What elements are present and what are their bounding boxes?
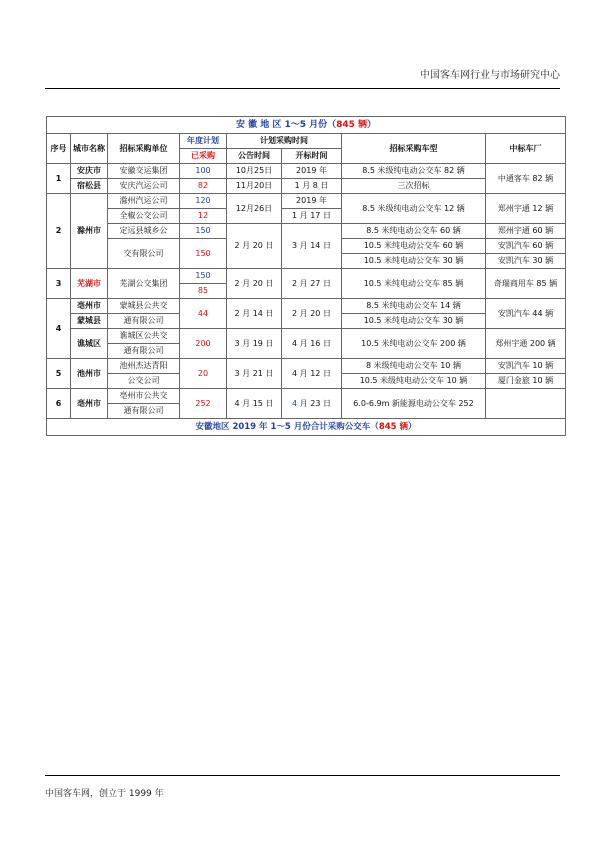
row-winner bbox=[486, 389, 566, 419]
row-plan: 150 bbox=[180, 269, 227, 284]
row-winner: 郑州宇通 200 辆 bbox=[486, 329, 566, 359]
row-bid: 4 月 23 日 bbox=[282, 389, 342, 419]
row-seq: 3 bbox=[47, 269, 71, 299]
row-type: 10.5 米纯电动公交车 85 辆 bbox=[342, 269, 486, 299]
row-type: 8.5 米纯电动公交车 14 辆 bbox=[342, 299, 486, 314]
header-city: 城市名称 bbox=[71, 134, 108, 164]
row-seq: 2 bbox=[47, 194, 71, 269]
row-city: 滁州市 bbox=[71, 194, 108, 269]
row-winner: 厦门金旅 10 辆 bbox=[486, 374, 566, 389]
row-plan: 150 bbox=[180, 224, 227, 239]
header-purchased: 已采购 bbox=[180, 149, 227, 164]
row-announce: 2 月 20 日 bbox=[227, 269, 282, 299]
row-bid: 1 月 17 日 bbox=[282, 209, 342, 224]
row-type: 8.5 米纯电动公交车 60 辆 bbox=[342, 224, 486, 239]
row-plan: 120 bbox=[180, 194, 227, 209]
footer-text: 中国客车网，创立于 1999 年 bbox=[45, 789, 164, 799]
row-type: 10.5 米级纯电动公交车 10 辆 bbox=[342, 374, 486, 389]
row-city: 谯城区 bbox=[71, 329, 108, 359]
row-winner: 安凯汽车 44 辆 bbox=[486, 299, 566, 329]
row-city: 宿松县 bbox=[71, 179, 108, 194]
row-type: 10.5 米纯电动公交车 200 辆 bbox=[342, 329, 486, 359]
header-vehicle-type: 招标采购车型 bbox=[342, 134, 486, 164]
header-unit: 招标采购单位 bbox=[108, 134, 180, 164]
row-purchased: 82 bbox=[180, 179, 227, 194]
row-unit: 通有限公司 bbox=[108, 344, 180, 359]
row-seq: 5 bbox=[47, 359, 71, 389]
row-bid: 2019 年 bbox=[282, 164, 342, 179]
row-unit: 芜湖公交集团 bbox=[108, 269, 180, 299]
row-bid: 2 月 20 日 bbox=[282, 299, 342, 329]
table-row bbox=[47, 224, 566, 239]
row-unit: 谯城区公共交 bbox=[108, 329, 180, 344]
row-unit: 全椒公交公司 bbox=[108, 209, 180, 224]
row-purchased: 44 bbox=[180, 299, 227, 329]
row-announce: 12月26日 bbox=[227, 194, 282, 224]
row-bid: 3 月 14 日 bbox=[282, 224, 342, 269]
row-winner: 安凯汽车 60 辆 bbox=[486, 239, 566, 254]
row-winner: 郑州宇通 60 辆 bbox=[486, 224, 566, 239]
row-unit: 通有限公司 bbox=[108, 314, 180, 329]
row-announce: 2 月 14 日 bbox=[227, 299, 282, 329]
row-plan: 100 bbox=[180, 164, 227, 179]
row-announce: 2 月 20 日 bbox=[227, 224, 282, 269]
row-seq: 4 bbox=[47, 299, 71, 359]
row-unit: 通有限公司 bbox=[108, 404, 180, 419]
row-announce: 3 月 19 日 bbox=[227, 329, 282, 359]
row-unit: 交有限公司 bbox=[108, 239, 180, 269]
row-announce: 3 月 21 日 bbox=[227, 359, 282, 389]
row-seq: 1 bbox=[47, 164, 71, 194]
row-unit: 滁州汽运公司 bbox=[108, 194, 180, 209]
row-purchased: 150 bbox=[180, 239, 227, 269]
header-rule bbox=[45, 88, 560, 89]
row-type: 10.5 米纯电动公交车 30 辆 bbox=[342, 254, 486, 269]
table-row bbox=[47, 269, 566, 284]
row-purchased: 20 bbox=[180, 359, 227, 389]
row-city: 池州市 bbox=[71, 359, 108, 389]
row-seq: 6 bbox=[47, 389, 71, 419]
row-purchased: 12 bbox=[180, 209, 227, 224]
row-winner: 安凯汽车 10 辆 bbox=[486, 359, 566, 374]
summary-row: 安徽地区 2019 年 1～5 月份合计采购公交车（845 辆） bbox=[47, 419, 566, 436]
row-winner: 安凯汽车 30 辆 bbox=[486, 254, 566, 269]
header-seq: 序号 bbox=[47, 134, 71, 164]
header-announce-time: 公告时间 bbox=[227, 149, 282, 164]
row-purchased: 252 bbox=[180, 389, 227, 419]
row-purchased: 200 bbox=[180, 329, 227, 359]
row-type: 8 米级纯电动公交车 10 辆 bbox=[342, 359, 486, 374]
row-bid: 4 月 12 日 bbox=[282, 359, 342, 389]
table-row bbox=[47, 389, 566, 404]
row-type: 10.5 米纯电动公交车 30 辆 bbox=[342, 314, 486, 329]
header-winner: 中标车厂 bbox=[486, 134, 566, 164]
row-type: 8.5 米级纯电动公交车 12 辆 bbox=[342, 194, 486, 224]
table-row bbox=[47, 194, 566, 209]
row-bid: 1 月 8 日 bbox=[282, 179, 342, 194]
row-bid: 2 月 27 日 bbox=[282, 269, 342, 299]
header-row bbox=[47, 134, 566, 149]
row-announce: 10月25日 bbox=[227, 164, 282, 179]
row-type: 三次招标 bbox=[342, 179, 486, 194]
table-row bbox=[47, 359, 566, 374]
header-bid-time: 开标时间 bbox=[282, 149, 342, 164]
row-unit: 池州杰达青阳 bbox=[108, 359, 180, 374]
row-announce: 11月20日 bbox=[227, 179, 282, 194]
row-type: 10.5 米纯电动公交车 60 辆 bbox=[342, 239, 486, 254]
row-winner: 郑州宇通 12 辆 bbox=[486, 194, 566, 224]
table-row bbox=[47, 329, 566, 344]
header-annual-plan: 年度计划 bbox=[180, 134, 227, 149]
row-bid: 2019 年 bbox=[282, 194, 342, 209]
row-city: 亳州市 bbox=[71, 299, 108, 314]
table-row bbox=[47, 164, 566, 179]
row-city: 安庆市 bbox=[71, 164, 108, 179]
row-unit: 亳州市公共交 bbox=[108, 389, 180, 404]
row-city: 芜湖市 bbox=[71, 269, 108, 299]
table-row bbox=[47, 299, 566, 314]
row-city: 蒙城县 bbox=[71, 314, 108, 329]
row-unit: 蒙城县公共交 bbox=[108, 299, 180, 314]
row-unit: 安庆汽运公司 bbox=[108, 179, 180, 194]
row-type: 8.5 米级纯电动公交车 82 辆 bbox=[342, 164, 486, 179]
row-purchased: 85 bbox=[180, 284, 227, 299]
row-city: 亳州市 bbox=[71, 389, 108, 419]
row-announce: 4 月 15 日 bbox=[227, 389, 282, 419]
procurement-table bbox=[46, 116, 566, 436]
row-winner: 奇瑞商用车 85 辆 bbox=[486, 269, 566, 299]
row-unit: 定远县城乡公 bbox=[108, 224, 180, 239]
row-type: 6.0-6.9m 新能源电动公交车 252 bbox=[342, 389, 486, 419]
row-unit: 安徽交运集团 bbox=[108, 164, 180, 179]
header-plan-time: 计划采购时间 bbox=[227, 134, 342, 149]
row-bid: 4 月 16 日 bbox=[282, 329, 342, 359]
row-winner: 中通客车 82 辆 bbox=[486, 164, 566, 194]
row-unit: 公交公司 bbox=[108, 374, 180, 389]
table-title: 安 徽 地 区 1～5 月份（845 辆） bbox=[47, 117, 566, 134]
footer-rule bbox=[45, 775, 560, 776]
header-org: 中国客车网行业与市场研究中心 bbox=[420, 70, 560, 81]
